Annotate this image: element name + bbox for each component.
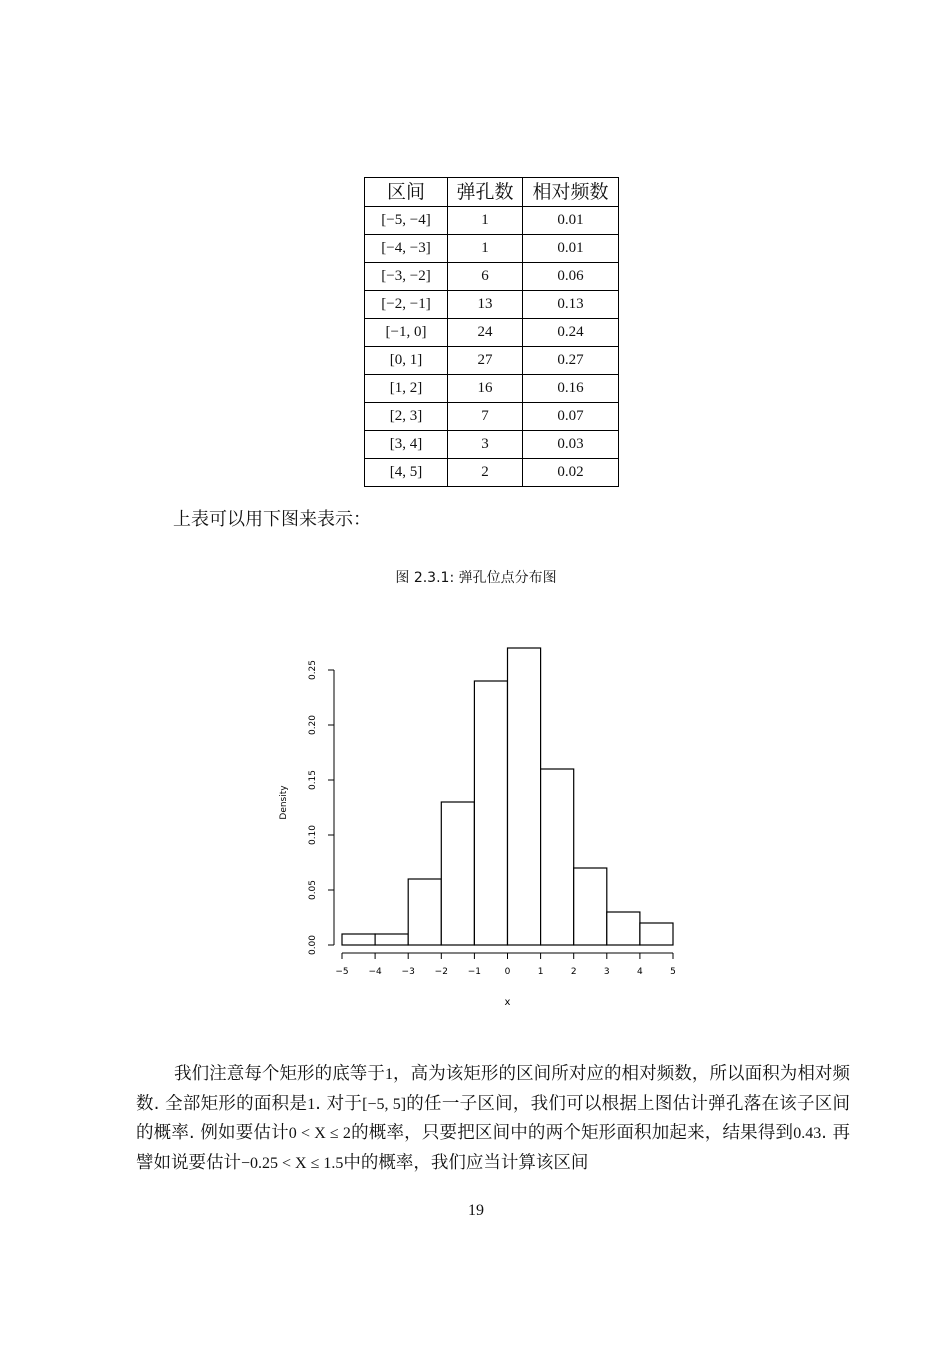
table-row (365, 459, 619, 487)
x-tick-label: 3 (603, 967, 610, 977)
cell-relative-frequency: 0.24 (523, 319, 619, 347)
table-row (365, 207, 619, 235)
math-inline: 1 (307, 1095, 316, 1113)
x-tick-label: 5 (670, 967, 676, 977)
body-paragraph (136, 1060, 850, 1178)
cell-relative-frequency: 0.01 (523, 235, 619, 263)
x-tick-label: 2 (570, 967, 577, 977)
table-row (365, 403, 619, 431)
cell-count: 3 (448, 431, 523, 459)
histogram-bar (342, 934, 375, 945)
math-inline: [−5, 5] (362, 1095, 407, 1113)
cell-interval: [0, 1] (365, 347, 448, 375)
header-count: 弹孔数 (448, 178, 523, 207)
cell-interval: [4, 5] (365, 459, 448, 487)
header-interval: 区间 (365, 178, 448, 207)
y-tick-label: 0.20 (308, 714, 318, 736)
cell-count: 13 (448, 291, 523, 319)
table-row (365, 431, 619, 459)
intro-text: 上表可以用下图来表示： (173, 509, 371, 530)
cell-relative-frequency: 0.06 (523, 263, 619, 291)
cell-interval: [−4, −3] (365, 235, 448, 263)
cell-count: 6 (448, 263, 523, 291)
text-run: 的概率，只要把区间中的两个矩形面积加起来，结果得到 (350, 1123, 794, 1143)
cell-interval: [−2, −1] (365, 291, 448, 319)
text-run: 我们注意每个矩形的底等于 (174, 1064, 385, 1084)
y-tick-label: 0.15 (308, 769, 318, 791)
text-run: 中的概率，我们应当计算该区间 (343, 1152, 589, 1173)
cell-interval: [−3, −2] (365, 263, 448, 291)
table-row (365, 347, 619, 375)
table-row (365, 235, 619, 263)
cell-count: 16 (448, 375, 523, 403)
text-run: 的任一子区间，我们可以根据上图估计弹孔落在该子区间的概率. 例如要估计 (136, 1093, 850, 1143)
table-body (365, 207, 619, 487)
cell-interval: [2, 3] (365, 403, 448, 431)
math-inline: 0.43 (793, 1125, 822, 1142)
cell-count: 27 (448, 347, 523, 375)
cell-interval: [1, 2] (365, 375, 448, 403)
y-axis-title: Density (279, 785, 289, 820)
header-relative-frequency: 相对频数 (523, 178, 619, 207)
cell-count: 24 (448, 319, 523, 347)
table-header-row (365, 178, 619, 207)
histogram-bar (640, 923, 673, 945)
frequency-table (364, 177, 619, 487)
histogram-bar (441, 802, 474, 945)
cell-count: 2 (448, 459, 523, 487)
table-row (365, 375, 619, 403)
table-row (365, 291, 619, 319)
y-tick-label: 0.10 (308, 824, 318, 846)
histogram-chart (270, 630, 690, 1020)
cell-relative-frequency: 0.27 (523, 347, 619, 375)
cell-relative-frequency: 0.02 (523, 459, 619, 487)
math-inline: −0.25 < X ≤ 1.5 (241, 1154, 344, 1172)
cell-count: 1 (448, 207, 523, 235)
cell-count: 1 (448, 235, 523, 263)
y-tick-label: 0.05 (308, 879, 318, 901)
y-tick-label: 0.25 (308, 659, 318, 681)
math-inline: 1 (384, 1066, 393, 1083)
x-tick-label: 4 (637, 967, 643, 977)
math-inline: 0 < X ≤ 2 (288, 1125, 351, 1142)
histogram-bar (607, 912, 640, 945)
histogram-bar (408, 879, 441, 945)
histogram-bar (541, 769, 574, 945)
cell-relative-frequency: 0.03 (523, 431, 619, 459)
x-tick-label: −2 (434, 967, 448, 977)
cell-count: 7 (448, 403, 523, 431)
cell-relative-frequency: 0.07 (523, 403, 619, 431)
histogram-bar (474, 681, 507, 945)
cell-interval: [−1, 0] (365, 319, 448, 347)
histogram-bar (375, 934, 408, 945)
cell-relative-frequency: 0.01 (523, 207, 619, 235)
cell-interval: [−5, −4] (365, 207, 448, 235)
x-tick-label: −1 (467, 967, 482, 977)
y-tick-label: 0.00 (308, 934, 318, 956)
x-tick-label: 0 (504, 967, 511, 977)
text-run: . 对于 (315, 1093, 363, 1114)
histogram-bar (508, 648, 541, 945)
x-tick-label: −4 (368, 967, 382, 977)
cell-relative-frequency: 0.16 (523, 375, 619, 403)
table-row (365, 319, 619, 347)
page-number: 19 (468, 1202, 484, 1219)
x-axis-title: x (504, 997, 511, 1008)
cell-interval: [3, 4] (365, 431, 448, 459)
x-tick-label: 1 (537, 967, 544, 977)
cell-relative-frequency: 0.13 (523, 291, 619, 319)
table-row (365, 263, 619, 291)
figure-caption: 图 2.3.1: 弹孔位点分布图 (395, 570, 557, 586)
x-tick-label: −3 (401, 967, 415, 977)
text-run: ，高为该矩形的区间所对应的相对频数，所以面积为相对频数. 全部矩形的面积是 (136, 1064, 851, 1114)
text-run: . 再譬如说要估计 (136, 1123, 851, 1173)
x-tick-label: −5 (335, 967, 349, 977)
histogram-bar (574, 868, 607, 945)
